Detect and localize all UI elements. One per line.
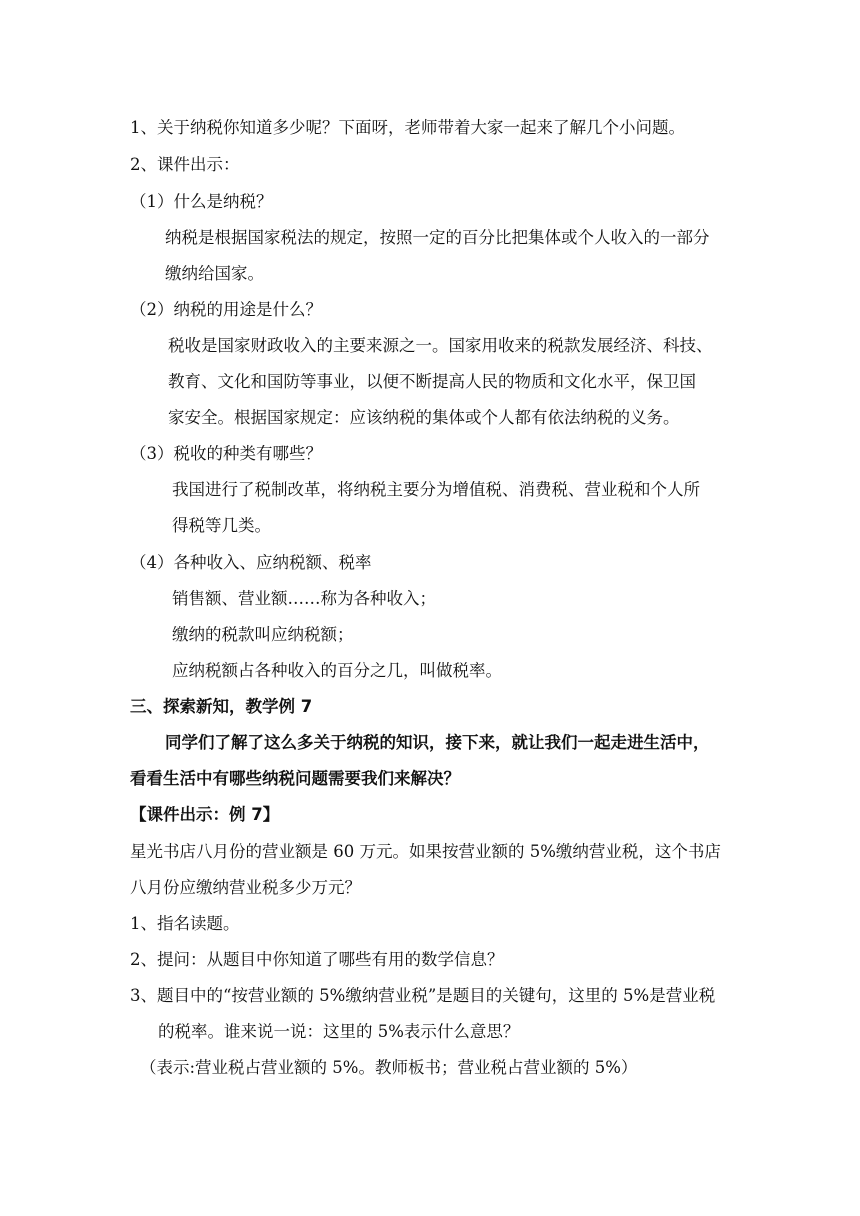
section-3-bold-line-2: 看看生活中有哪些纳税问题需要我们来解决？	[130, 769, 460, 788]
step-2: 2、提问：从题目中你知道了哪些有用的数学信息？	[130, 950, 504, 969]
question-4-title: （4）各种收入、应纳税额、税率	[130, 553, 372, 572]
example-line-2: 八月份应缴纳营业税多少万元？	[130, 878, 361, 897]
question-2-line-2: 教育、文化和国防等事业，以便不断提高人民的物质和文化水平，保卫国	[168, 372, 696, 391]
question-2-line-1: 税收是国家财政收入的主要来源之一。国家用收来的税款发展经济、科技、	[168, 336, 713, 355]
step-3-line-1: 3、题目中的“按营业额的 5%缴纳营业税”是题目的关键句，这里的 5%是营业税	[130, 986, 716, 1005]
question-1-line-2: 缴纳给国家。	[165, 264, 264, 283]
question-3-line-2: 得税等几类。	[172, 516, 271, 535]
question-1-line-1: 纳税是根据国家税法的规定，按照一定的百分比把集体或个人收入的一部分	[165, 228, 710, 247]
question-2-line-3: 家安全。根据国家规定：应该纳税的集体或个人都有依法纳税的义务。	[168, 408, 680, 427]
teacher-note: （表示:营业税占营业额的 5%。教师板书；营业税占营业额的 5%）	[140, 1058, 638, 1077]
step-3-line-2: 的税率。谁来说一说：这里的 5%表示什么意思？	[158, 1022, 520, 1041]
question-2-title: （2）纳税的用途是什么？	[130, 300, 322, 319]
section-3-heading: 三、探索新知，教学例 7	[130, 697, 313, 716]
intro-item-2: 2、课件出示：	[130, 155, 240, 174]
question-1-title: （1）什么是纳税？	[130, 192, 273, 211]
question-3-line-1: 我国进行了税制改革，将纳税主要分为增值税、消费税、营业税和个人所	[172, 480, 700, 499]
courseware-example-title: 【课件出示：例 7】	[130, 805, 280, 824]
example-line-1: 星光书店八月份的营业额是 60 万元。如果按营业额的 5%缴纳营业税，这个书店	[130, 842, 721, 861]
step-1: 1、指名读题。	[130, 914, 240, 933]
question-4-line-2: 缴纳的税款叫应纳税额；	[172, 625, 354, 644]
section-3-bold-line-1: 同学们了解了这么多关于纳税的知识，接下来，就让我们一起走进生活中，	[165, 733, 710, 752]
question-3-title: （3）税收的种类有哪些？	[130, 444, 322, 463]
intro-item-1: 1、关于纳税你知道多少呢？下面呀，老师带着大家一起来了解几个小问题。	[130, 118, 685, 137]
question-4-line-3: 应纳税额占各种收入的百分之几，叫做税率。	[172, 661, 502, 680]
question-4-line-1: 销售额、营业额……称为各种收入；	[172, 589, 436, 608]
